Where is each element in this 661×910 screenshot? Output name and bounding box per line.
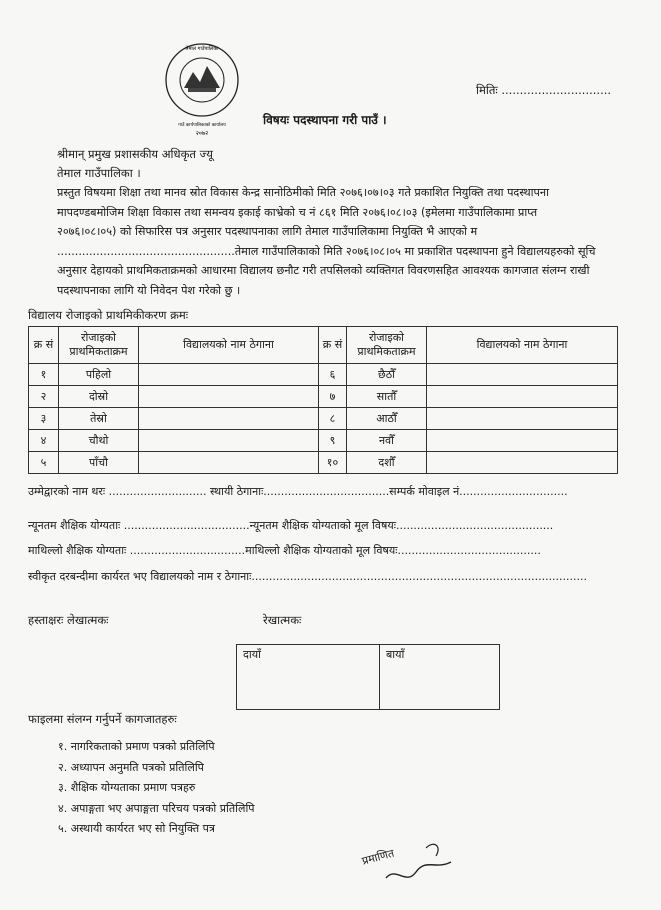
table-row (29, 452, 618, 474)
cell-school-entry[interactable] (139, 408, 319, 430)
left-thumb-cell[interactable] (380, 645, 500, 710)
thumbprint-label: रेखात्मकः (263, 613, 302, 627)
addressee-title: श्रीमान् प्रमुख प्रशासकीय अधिकृत ज्यू (57, 147, 213, 161)
col-school: विद्यालयको नाम ठेगाना (427, 327, 618, 364)
cell-sn: ८ (319, 408, 347, 430)
thumbprint-box (236, 644, 500, 710)
col-choice: रोजाइको प्राथमिकताक्रम (347, 327, 427, 364)
body-line: २०७६।०८।०५) को सिफारिस पत्र अनुसार पदस्थापनाका लागि तेमाल गाउँपालिकामा नियुक्ति भै आएको म (57, 225, 478, 238)
application-body (57, 183, 617, 300)
priority-table (28, 326, 618, 474)
cell-sn: ३ (29, 408, 59, 430)
cell-school-entry[interactable] (139, 430, 319, 452)
col-school: विद्यालयको नाम ठेगाना (139, 327, 319, 364)
col-sn: क्र सं (29, 327, 59, 364)
cell-school-entry[interactable] (427, 452, 618, 474)
cell-school-entry[interactable] (427, 364, 618, 386)
table-row (29, 430, 618, 452)
cell-sn: १ (29, 364, 59, 386)
cell-school-entry[interactable] (427, 386, 618, 408)
attachments-list (58, 737, 255, 840)
body-line: ..................................................तेमाल गाउँपालिकाको मिति २०७६।०८।०५ मा प्रकाशित पदस्थापना हुने विद्यालयहरुको सूचि (57, 244, 596, 258)
cell-sn: ९ (319, 430, 347, 452)
signature-label[interactable]: हस्ताक्षरः लेखात्मकः (28, 613, 109, 627)
col-choice: रोजाइको प्राथमिकताक्रम (59, 327, 139, 364)
cell-choice: पाँचौ (59, 452, 139, 474)
cell-sn: ६ (319, 364, 347, 386)
list-item: १. नागरिकताको प्रमाण पत्रको प्रतिलिपि (58, 740, 215, 753)
cell-choice: दोस्रो (59, 386, 139, 408)
table-row (29, 364, 618, 386)
right-thumb-cell[interactable] (237, 645, 380, 710)
list-item: ३. शैक्षिक योग्यताका प्रमाण पत्रहरु (58, 781, 196, 794)
body-line: प्रस्तुत विषयमा शिक्षा तथा मानव स्रोत विकास केन्द्र सानोठिमीको मिति २०७६।०७।०३ गते प्रकाशित नियुक्ति तथा पदस्थापना (57, 186, 550, 199)
svg-text:प्रमाणित: प्रमाणित (360, 846, 396, 868)
cell-sn: १० (319, 452, 347, 474)
municipality-seal (160, 38, 244, 138)
right-thumb-label: दायाँ (243, 648, 261, 661)
date-field[interactable]: मितिः .............................. (476, 83, 612, 97)
attachments-title: फाइलमा संलग्न गर्नुपर्ने कागजातहरुः (28, 712, 177, 726)
cell-choice: सातौँ (347, 386, 427, 408)
higher-qualification-field[interactable]: माथिल्लो शैक्षिक योग्यताः .................................माथिल्लो शैक्षिक योग्यताको मूल विषयः......................................... (28, 544, 541, 557)
approved-post-school-field[interactable]: स्वीकृत दरबन्दीमा कार्यरत भए विद्यालयको नाम र ठेगानाः................................................................................................ (28, 570, 588, 583)
min-qualification-field[interactable]: न्यूनतम शैक्षिक योग्यताः ....................................न्यूनतम शैक्षिक योग्यताको मूल विषयः............................................. (28, 519, 554, 532)
cell-choice: दशौँ (347, 452, 427, 474)
table-row (29, 386, 618, 408)
svg-text:२०७२: २०७२ (195, 130, 209, 137)
cell-sn: ७ (319, 386, 347, 408)
cell-choice: नवौँ (347, 430, 427, 452)
priority-title: विद्यालय रोजाइको प्राथमिकीकरण क्रमः (28, 308, 189, 322)
subject-line: विषयः पदस्थापना गरी पाउँ । (263, 113, 387, 127)
certified-stamp (356, 826, 466, 896)
cell-sn: ५ (29, 452, 59, 474)
cell-school-entry[interactable] (427, 430, 618, 452)
table-header-row (29, 327, 618, 364)
cell-school-entry[interactable] (139, 386, 319, 408)
list-item: २. अध्यापन अनुमति पत्रको प्रतिलिपि (58, 760, 204, 774)
list-item: ४. अपाङ्गता भए अपाङ्गता परिचय पत्रको प्रतिलिपि (58, 801, 255, 815)
cell-choice: पहिलो (59, 364, 139, 386)
cell-choice: छैठौँ (347, 364, 427, 386)
left-thumb-label: बायाँ (386, 648, 405, 661)
cell-choice: चौथो (59, 430, 139, 452)
body-line: मापदण्डबमोजिम शिक्षा विकास तथा समन्वय इकाई काभ्रेको च नं ८६१ मिति २०७६।०८।०३ (इमेलमा गाउँपालिकामा प्राप्त (57, 205, 538, 219)
list-item: ५. अस्थायी कार्यरत भए सो नियुक्ति पत्र (58, 822, 215, 835)
cell-sn: २ (29, 386, 59, 408)
svg-text:गाउँ कार्यपालिकाको कार्यालय: गाउँ कार्यपालिकाको कार्यालय (178, 123, 226, 128)
cell-sn: ४ (29, 430, 59, 452)
cell-school-entry[interactable] (139, 452, 319, 474)
cell-choice: आठौँ (347, 408, 427, 430)
candidate-details-field[interactable]: उम्मेद्वारको नाम थरः ............................ स्थायी ठेगानाः....................................सम्पर्क मोवाइल नं............................... (28, 485, 568, 498)
cell-school-entry[interactable] (139, 364, 319, 386)
col-sn: क्र सं (319, 327, 347, 364)
addressee-office: तेमाल गाउँपालिका । (57, 166, 141, 180)
svg-text:तेमाल गाउँपालिका: तेमाल गाउँपालिका (185, 46, 219, 52)
body-line: अनुसार देहायको प्राथमिकताक्रमको आधारमा विद्यालय छनौट गरी तपसिलको व्यक्तिगत विवरणसहित आवश्यक कागजात संलग्न राखी (57, 264, 590, 277)
cell-choice: तेस्रो (59, 408, 139, 430)
table-row (29, 408, 618, 430)
cell-school-entry[interactable] (427, 408, 618, 430)
body-line: पदस्थापनाका लागि यो निवेदन पेश गरेको छु । (57, 283, 241, 297)
